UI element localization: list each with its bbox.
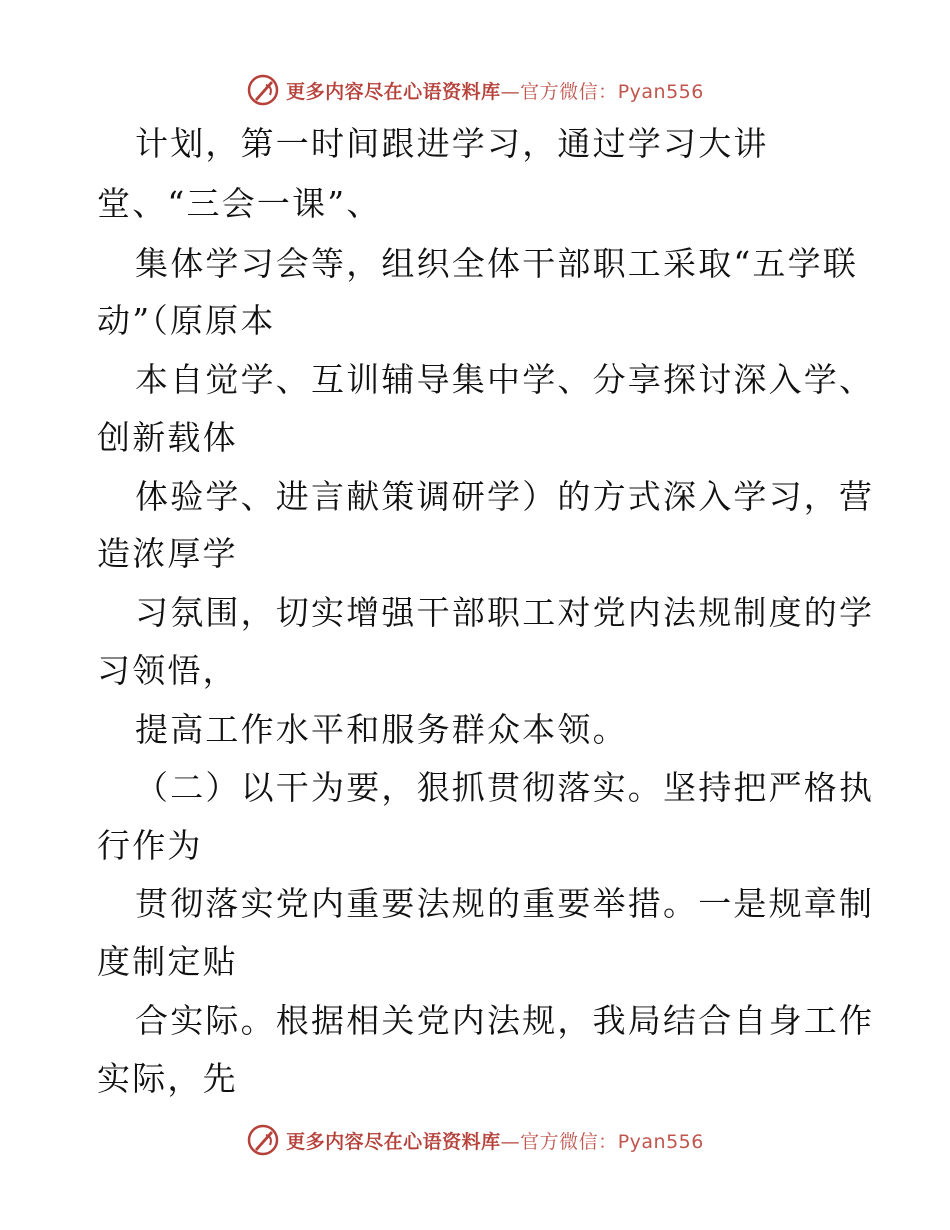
watermark-text: [286, 77, 704, 104]
text-line-6: 创新载体: [97, 418, 238, 457]
text-line-12: （二）以干为要，狠抓贯彻落实。坚持把严格执: [135, 768, 875, 807]
watermark-brand: 更多内容尽在心语资料库: [286, 1130, 501, 1153]
text-line-13: 行作为: [97, 826, 203, 865]
watermark-text: [286, 1127, 704, 1154]
quill-logo-icon: [246, 1123, 280, 1157]
text-line-5: 本自觉学、互训辅导集中学、分享探讨深入学、: [135, 360, 875, 399]
text-line-11: 提高工作水平和服务群众本领。: [135, 710, 628, 749]
footer-watermark: [0, 1120, 950, 1160]
text-line-9: 习氛围，切实增强干部职工对党内法规制度的学: [135, 593, 875, 632]
text-line-7: 体验学、进言献策调研学）的方式深入学习，营: [135, 477, 875, 516]
text-line-15: 度制定贴: [97, 942, 238, 981]
watermark-separator: —: [500, 1130, 521, 1153]
text-line-10: 习领悟，: [97, 651, 238, 690]
text-line-16: 合实际。根据相关党内法规，我局结合自身工作: [135, 1001, 875, 1040]
watermark-wechat-label: 官方微信：: [520, 1130, 618, 1153]
text-line-8: 造浓厚学: [97, 534, 238, 573]
watermark-wechat-id: Pyan556: [617, 80, 704, 103]
watermark-wechat-id: Pyan556: [617, 1130, 704, 1153]
text-line-14: 贯彻落实党内重要法规的重要举措。一是规章制: [135, 884, 875, 923]
watermark-separator: —: [500, 80, 521, 103]
text-line-3: 集体学习会等，组织全体干部职工采取“五学联: [135, 244, 859, 283]
text-line-2: 堂、“三会一课”、: [97, 184, 382, 223]
text-line-1: 计划，第一时间跟进学习，通过学习大讲: [135, 124, 769, 163]
header-watermark: [0, 70, 950, 110]
text-line-17: 实际，先: [97, 1059, 238, 1098]
quill-logo-icon: [246, 73, 280, 107]
text-line-4: 动”（原原本: [97, 301, 276, 340]
watermark-brand: 更多内容尽在心语资料库: [286, 80, 501, 103]
watermark-wechat-label: 官方微信：: [520, 80, 618, 103]
